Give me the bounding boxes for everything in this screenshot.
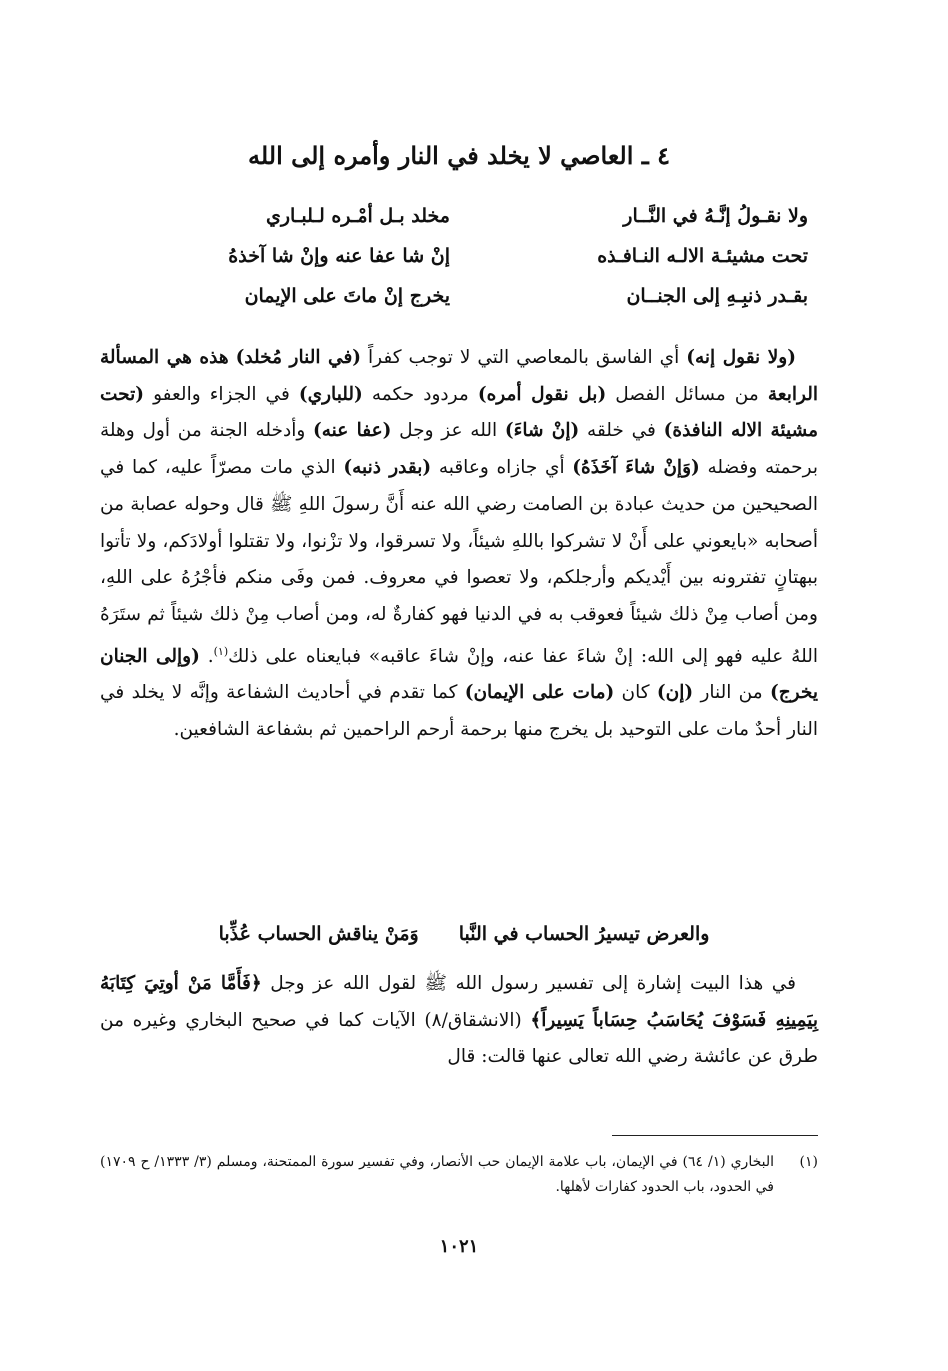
verse-second-hemistich: إنْ شا عفا عنه وإنْ شا آخذهُ — [228, 245, 450, 267]
footnote-number: (١) — [799, 1154, 818, 1170]
verse-line — [100, 196, 818, 236]
footnote-divider — [612, 1135, 818, 1136]
commentary-paragraph — [100, 340, 818, 749]
book-page — [100, 0, 818, 1371]
text-run: أي الفاسق بالمعاصي التي لا توجب كفراً — [361, 347, 687, 368]
text-run: في الجزاء والعفو — [144, 383, 299, 405]
commentary-paragraph — [100, 966, 818, 1076]
bold-phrase: (مات على الإيمان) — [464, 682, 615, 704]
footnote-item — [100, 1150, 818, 1200]
text-run — [229, 347, 236, 368]
verse-line — [100, 914, 818, 954]
text-run: الله عز وجل — [391, 420, 505, 442]
bold-phrase: (إنْ شاءَ) — [504, 420, 580, 442]
bold-phrase: (للباري) — [298, 383, 363, 405]
page-number: ١٠٢١ — [439, 1236, 479, 1257]
footnote-reference[interactable]: (١) — [213, 644, 229, 658]
text-run: في خلقه — [579, 420, 664, 442]
poem-stanza — [100, 914, 818, 954]
bold-phrase: هذه هي المسألة الرابعة — [100, 347, 819, 405]
text-run: من مسائل الفصل — [606, 383, 768, 405]
quran-verse: ﴿فَأَمَّا مَنْ أوتِيَ كِتَابَهُ بِيَمِينِهِ فَسَوْفَ يُحَاسَبُ حِسَاباً يَسِيراً﴾ — [100, 973, 818, 1031]
text-run: من النار — [693, 682, 770, 704]
verse-first-hemistich: ولا نقـولُ إنَّـهُ في النَّــار — [623, 205, 808, 227]
text-run: أي جازاه وعاقبه — [431, 457, 573, 479]
bold-phrase: (وَإنْ شاءَ آخَذَهُ) — [572, 457, 700, 479]
verse-line — [100, 236, 818, 276]
text-run: . — [199, 645, 214, 667]
verse-first-hemistich: بقـدر ذنبِـهِ إلى الجنــان — [626, 285, 808, 307]
footnotes — [100, 1150, 818, 1200]
commentary-text — [100, 966, 818, 1076]
text-run: (الانشقاق/٨) الآيات كما في صحيح البخاري وغيره من طرق عن عائشة رضي الله تعالى عنها قالت: قال — [100, 1009, 818, 1068]
verse-line — [100, 276, 818, 316]
text-run: مردود حكمه — [362, 383, 478, 405]
text-run: في هذا البيت إشارة إلى تفسير رسول الله ﷺ لقول الله عز وجل — [261, 973, 797, 994]
text-run: كان — [614, 682, 657, 704]
bold-phrase: (ولا نقول إنه) — [686, 347, 796, 368]
text-run: وأدخله الجنة من أول وهلة برحمته وفضله — [100, 420, 818, 479]
poem-stanza — [100, 196, 818, 316]
verse-first-hemistich: تحت مشيئـة الالـه النـافـذه — [597, 245, 808, 267]
bold-phrase: (إن) — [656, 682, 694, 704]
verse-second-hemistich: وَمَنْ يناقش الحساب عُذِّبا — [218, 923, 419, 945]
bold-phrase: (في النار مُخلد) — [235, 347, 362, 368]
section-heading: ٤ ـ العاصي لا يخلد في النار وأمره إلى الله — [247, 141, 671, 170]
verse-first-hemistich: والعرض تيسيرُ الحساب في النَّبا — [458, 923, 710, 945]
commentary-text — [100, 340, 818, 749]
text-run: الذي مات مصرّاً عليه، كما في الصحيحين من حديث عبادة بن الصامت رضي الله عنه أَنَّ رسولَ اللهِ ﷺ قال وحوله عصابة من أصحابه «بايعوني على أَنْ لا تشركوا باللهِ شيئاً، ولا تسرقوا، ولا تزْنوا، ولا تقتلوا أولادَكم، ولا تأتوا ببهتانٍ تفترونه بين أَيْديكم وأرجلكم، ولا تعصوا في معروف. فمن وفَى منكم فأجْرُهُ على اللهِ، ومن أصاب مِنْ ذلك شيئاً فعوقب به في الدنيا فهو كفارةٌ له، ومن أصاب مِنْ ذلك شيئاً ثم ستَرَهُ اللهُ عليه فهو إلى الله: إنْ شاءَ عفا عنه، وإنْ شاءَ عاقبه» فبايعناه على ذلك — [100, 457, 819, 667]
bold-phrase: (بقدر ذنبه) — [343, 457, 432, 479]
text-run: كما تقدم في أحاديث الشفاعة وإنَّه لا يخلد في النار أحدٌ مات على التوحيد بل يخرج منها برحمة أرحم الراحمين ثم بشفاعة الشافعين. — [100, 682, 818, 741]
verse-second-hemistich: يخرج إنْ ماتَ على الإيمان — [244, 285, 450, 307]
bold-phrase: (بل نقول أمره) — [477, 383, 607, 405]
bold-phrase: (وإلى الجنان يخرج) — [100, 645, 818, 704]
bold-phrase: (عفا عنه) — [313, 420, 392, 442]
verse-second-hemistich: مخلد بـل أمْـره لـلبـاري — [265, 205, 450, 227]
footnote-text: البخاري (١/ ٦٤) في الإيمان، باب علامة الإيمان حب الأنصار، وفي تفسير سورة الممتحنة، ومسلم (٣/ ١٣٣٣/ ح ١٧٠٩) في الحدود، باب الحدود كفارات لأهلها. — [100, 1154, 774, 1195]
bold-phrase: (تحت مشيئة الاله النافذة) — [100, 383, 819, 442]
